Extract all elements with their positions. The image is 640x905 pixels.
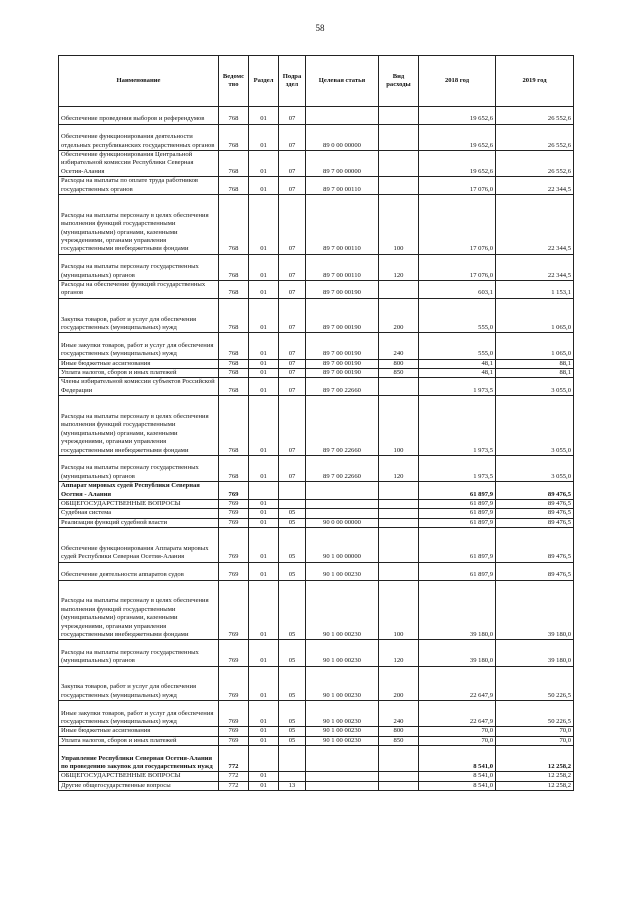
cell-target-article: 89 7 00 22660	[306, 456, 379, 482]
cell-2019: 89 476,5	[496, 500, 574, 509]
cell-name: Обеспечение функционирования Аппарата мировых судей Республики Северная Осетия-Алания	[59, 528, 219, 563]
cell-name: Другие общегосударственные вопросы	[59, 781, 219, 790]
cell-2019: 89 476,5	[496, 562, 574, 580]
cell-expense-type: 800	[379, 727, 419, 736]
cell-expense-type	[379, 746, 419, 772]
cell-razdel: 01	[249, 456, 279, 482]
cell-2018: 61 897,9	[419, 528, 496, 563]
cell-2018: 48,1	[419, 359, 496, 368]
cell-target-article: 89 7 00 00190	[306, 369, 379, 378]
cell-ved: 768	[219, 195, 249, 255]
cell-razdel: 01	[249, 378, 279, 396]
table-row	[59, 562, 574, 580]
cell-expense-type	[379, 781, 419, 790]
cell-ved: 769	[219, 640, 249, 666]
cell-name: Иные бюджетные ассигнования	[59, 727, 219, 736]
cell-name: Закупка товаров, работ и услуг для обеспечения государственных (муниципальных) нужд	[59, 298, 219, 333]
cell-name: Иные бюджетные ассигнования	[59, 359, 219, 368]
cell-expense-type	[379, 518, 419, 527]
cell-ved: 768	[219, 298, 249, 333]
header-2018: 2018 год	[419, 56, 496, 107]
table-row	[59, 528, 574, 563]
cell-target-article: 89 7 00 00000	[306, 150, 379, 176]
table-row	[59, 281, 574, 299]
cell-ved: 772	[219, 772, 249, 781]
cell-2019: 89 476,5	[496, 528, 574, 563]
cell-ved: 768	[219, 396, 249, 456]
cell-expense-type	[379, 500, 419, 509]
cell-razdel: 01	[249, 150, 279, 176]
cell-podrazdel: 07	[279, 150, 306, 176]
cell-expense-type: 100	[379, 396, 419, 456]
cell-ved: 768	[219, 107, 249, 125]
cell-podrazdel: 07	[279, 195, 306, 255]
cell-podrazdel	[279, 500, 306, 509]
cell-2018: 70,0	[419, 736, 496, 745]
cell-expense-type: 200	[379, 298, 419, 333]
cell-ved: 769	[219, 509, 249, 518]
cell-name: Расходы на обеспечение функций государственных органов	[59, 281, 219, 299]
header-2019: 2019 год	[496, 56, 574, 107]
cell-expense-type: 850	[379, 736, 419, 745]
table-row	[59, 580, 574, 640]
cell-target-article	[306, 107, 379, 125]
cell-name: Иные закупки товаров, работ и услуг для обеспечения государственных (муниципальных) нужд	[59, 333, 219, 359]
cell-2018: 39 180,0	[419, 580, 496, 640]
table-row	[59, 781, 574, 790]
cell-2018: 61 897,9	[419, 500, 496, 509]
cell-ved: 768	[219, 124, 249, 150]
cell-podrazdel: 05	[279, 666, 306, 701]
table-row	[59, 254, 574, 280]
table-row	[59, 333, 574, 359]
table-row	[59, 500, 574, 509]
cell-razdel	[249, 746, 279, 772]
cell-podrazdel: 07	[279, 254, 306, 280]
cell-2018: 8 541,0	[419, 746, 496, 772]
cell-2019: 70,0	[496, 727, 574, 736]
cell-podrazdel: 07	[279, 124, 306, 150]
cell-2018: 8 541,0	[419, 781, 496, 790]
cell-expense-type: 100	[379, 580, 419, 640]
cell-expense-type: 850	[379, 369, 419, 378]
cell-target-article	[306, 772, 379, 781]
cell-expense-type: 800	[379, 359, 419, 368]
cell-2019: 22 344,5	[496, 254, 574, 280]
cell-2018: 61 897,9	[419, 562, 496, 580]
table-row	[59, 518, 574, 527]
cell-2019: 26 552,6	[496, 150, 574, 176]
table-row	[59, 746, 574, 772]
cell-2018: 22 647,9	[419, 701, 496, 727]
cell-name: Расходы на выплаты по оплате труда работников государственных органов	[59, 177, 219, 195]
cell-2019: 26 552,6	[496, 124, 574, 150]
cell-target-article: 89 7 00 22660	[306, 378, 379, 396]
cell-name: Реализация функций судебной власти	[59, 518, 219, 527]
cell-2018: 1 973,5	[419, 396, 496, 456]
cell-razdel: 01	[249, 333, 279, 359]
table-row	[59, 666, 574, 701]
cell-target-article: 89 7 00 22660	[306, 396, 379, 456]
cell-expense-type: 120	[379, 254, 419, 280]
cell-razdel: 01	[249, 518, 279, 527]
cell-expense-type	[379, 509, 419, 518]
cell-expense-type	[379, 528, 419, 563]
cell-target-article: 90 1 00 00230	[306, 701, 379, 727]
cell-name: Члены избирательной комиссии субъектов Российской Федерации	[59, 378, 219, 396]
cell-target-article: 90 1 00 00230	[306, 736, 379, 745]
cell-expense-type	[379, 378, 419, 396]
cell-podrazdel: 05	[279, 736, 306, 745]
cell-2018: 19 652,6	[419, 124, 496, 150]
table-header-row	[59, 56, 574, 107]
cell-name: Управление Республики Северная Осетия-Алания по проведению закупок для государственных нужд	[59, 746, 219, 772]
cell-name: Расходы на выплаты персоналу государственных (муниципальных) органов	[59, 640, 219, 666]
table-row	[59, 727, 574, 736]
budget-table	[58, 55, 574, 791]
table-row	[59, 359, 574, 368]
cell-razdel: 01	[249, 666, 279, 701]
cell-razdel: 01	[249, 177, 279, 195]
cell-razdel: 01	[249, 509, 279, 518]
cell-target-article: 89 7 00 00190	[306, 298, 379, 333]
cell-2018: 17 076,0	[419, 254, 496, 280]
cell-expense-type	[379, 107, 419, 125]
cell-2019: 89 476,5	[496, 518, 574, 527]
cell-podrazdel	[279, 772, 306, 781]
cell-podrazdel: 07	[279, 456, 306, 482]
cell-podrazdel: 07	[279, 281, 306, 299]
cell-expense-type	[379, 281, 419, 299]
cell-target-article: 89 7 00 00190	[306, 333, 379, 359]
cell-razdel: 01	[249, 107, 279, 125]
cell-2018: 39 180,0	[419, 640, 496, 666]
cell-2019: 12 258,2	[496, 772, 574, 781]
cell-2019: 39 180,0	[496, 640, 574, 666]
cell-ved: 768	[219, 456, 249, 482]
cell-ved: 768	[219, 177, 249, 195]
header-podrazdel: Подра здел	[279, 56, 306, 107]
cell-2018: 603,1	[419, 281, 496, 299]
cell-podrazdel: 07	[279, 107, 306, 125]
cell-target-article: 90 1 00 00000	[306, 528, 379, 563]
cell-2019: 70,0	[496, 736, 574, 745]
cell-razdel: 01	[249, 562, 279, 580]
table-row	[59, 369, 574, 378]
cell-2019: 3 055,0	[496, 396, 574, 456]
cell-2018: 61 897,9	[419, 482, 496, 500]
cell-ved: 769	[219, 518, 249, 527]
header-ved: Ведомс тво	[219, 56, 249, 107]
table-row	[59, 736, 574, 745]
cell-target-article: 89 7 00 00190	[306, 359, 379, 368]
cell-ved: 772	[219, 746, 249, 772]
cell-2019: 3 055,0	[496, 378, 574, 396]
cell-ved: 768	[219, 378, 249, 396]
table-row	[59, 640, 574, 666]
cell-podrazdel	[279, 482, 306, 500]
table-body	[59, 107, 574, 791]
cell-2019: 3 055,0	[496, 456, 574, 482]
cell-podrazdel: 05	[279, 701, 306, 727]
cell-razdel: 01	[249, 727, 279, 736]
cell-expense-type	[379, 150, 419, 176]
cell-name: Расходы на выплаты персоналу государственных (муниципальных) органов	[59, 254, 219, 280]
cell-2019: 89 476,5	[496, 509, 574, 518]
cell-ved: 769	[219, 666, 249, 701]
cell-podrazdel: 05	[279, 640, 306, 666]
cell-expense-type	[379, 562, 419, 580]
cell-2018: 17 076,0	[419, 177, 496, 195]
cell-target-article: 89 7 00 00190	[306, 281, 379, 299]
table-row	[59, 456, 574, 482]
cell-2019: 22 344,5	[496, 195, 574, 255]
cell-podrazdel	[279, 746, 306, 772]
cell-podrazdel: 05	[279, 509, 306, 518]
cell-2018: 555,0	[419, 298, 496, 333]
cell-podrazdel: 07	[279, 378, 306, 396]
cell-razdel: 01	[249, 500, 279, 509]
cell-target-article	[306, 482, 379, 500]
cell-2019: 22 344,5	[496, 177, 574, 195]
cell-name: Уплата налогов, сборов и иных платежей	[59, 736, 219, 745]
cell-target-article: 89 7 00 00110	[306, 195, 379, 255]
cell-name: Обеспечение проведения выборов и референдумов	[59, 107, 219, 125]
cell-podrazdel: 07	[279, 369, 306, 378]
cell-name: Обеспечение деятельности аппаратов судов	[59, 562, 219, 580]
table-row	[59, 298, 574, 333]
table-row	[59, 396, 574, 456]
table-row	[59, 150, 574, 176]
table-row	[59, 701, 574, 727]
cell-ved: 768	[219, 359, 249, 368]
cell-target-article: 90 1 00 00230	[306, 580, 379, 640]
cell-target-article: 90 1 00 00230	[306, 640, 379, 666]
cell-expense-type: 100	[379, 195, 419, 255]
cell-2018: 19 652,6	[419, 107, 496, 125]
cell-expense-type: 120	[379, 640, 419, 666]
cell-razdel: 01	[249, 640, 279, 666]
cell-2019: 50 226,5	[496, 701, 574, 727]
cell-expense-type: 240	[379, 701, 419, 727]
cell-target-article	[306, 746, 379, 772]
cell-ved: 769	[219, 580, 249, 640]
cell-2019: 39 180,0	[496, 580, 574, 640]
cell-target-article	[306, 781, 379, 790]
cell-name: Расходы на выплаты персоналу в целях обеспечения выполнения функций государственными (муниципальными) органами, казенными учреждениями, органами управления государственными внебюджетными фондами	[59, 396, 219, 456]
table-row	[59, 124, 574, 150]
cell-razdel: 01	[249, 528, 279, 563]
cell-ved: 769	[219, 736, 249, 745]
cell-2018: 555,0	[419, 333, 496, 359]
cell-target-article: 89 0 00 00000	[306, 124, 379, 150]
cell-razdel: 01	[249, 781, 279, 790]
table-row	[59, 107, 574, 125]
cell-expense-type: 120	[379, 456, 419, 482]
cell-target-article: 90 0 00 00000	[306, 518, 379, 527]
table-row	[59, 509, 574, 518]
cell-name: Обеспечение функционирования Центральной избирательной комиссии Республики Северная Осетия-Алания	[59, 150, 219, 176]
cell-expense-type: 200	[379, 666, 419, 701]
cell-podrazdel: 05	[279, 727, 306, 736]
cell-razdel: 01	[249, 369, 279, 378]
cell-razdel: 01	[249, 254, 279, 280]
cell-razdel: 01	[249, 195, 279, 255]
cell-target-article: 90 1 00 00230	[306, 727, 379, 736]
cell-razdel: 01	[249, 298, 279, 333]
table-row	[59, 772, 574, 781]
cell-razdel: 01	[249, 736, 279, 745]
cell-razdel	[249, 482, 279, 500]
cell-razdel: 01	[249, 396, 279, 456]
cell-2018: 1 973,5	[419, 378, 496, 396]
table-row	[59, 177, 574, 195]
cell-ved: 768	[219, 150, 249, 176]
cell-name: Расходы на выплаты персоналу в целях обеспечения выполнения функций государственными (муниципальными) органами, казенными учреждениями, органами управления государственными внебюджетными фондами	[59, 580, 219, 640]
cell-target-article: 90 1 00 00230	[306, 666, 379, 701]
cell-podrazdel: 07	[279, 177, 306, 195]
cell-name: Расходы на выплаты персоналу государственных (муниципальных) органов	[59, 456, 219, 482]
cell-2018: 61 897,9	[419, 518, 496, 527]
cell-2018: 1 973,5	[419, 456, 496, 482]
cell-razdel: 01	[249, 124, 279, 150]
cell-razdel: 01	[249, 772, 279, 781]
cell-ved: 768	[219, 281, 249, 299]
cell-2018: 19 652,6	[419, 150, 496, 176]
cell-target-article: 89 7 00 00110	[306, 177, 379, 195]
cell-2019: 88,1	[496, 369, 574, 378]
cell-ved: 768	[219, 369, 249, 378]
cell-expense-type	[379, 177, 419, 195]
cell-razdel: 01	[249, 701, 279, 727]
cell-expense-type	[379, 482, 419, 500]
cell-2019: 12 258,2	[496, 781, 574, 790]
cell-name: Иные закупки товаров, работ и услуг для обеспечения государственных (муниципальных) нужд	[59, 701, 219, 727]
cell-ved: 769	[219, 562, 249, 580]
cell-ved: 769	[219, 482, 249, 500]
cell-podrazdel: 07	[279, 298, 306, 333]
cell-name: Судебная система	[59, 509, 219, 518]
cell-podrazdel: 07	[279, 333, 306, 359]
cell-podrazdel: 13	[279, 781, 306, 790]
cell-2019: 26 552,6	[496, 107, 574, 125]
cell-2019: 89 476,5	[496, 482, 574, 500]
cell-target-article	[306, 500, 379, 509]
cell-2018: 22 647,9	[419, 666, 496, 701]
table-row	[59, 378, 574, 396]
page-number: 58	[315, 23, 325, 33]
cell-podrazdel: 05	[279, 518, 306, 527]
cell-podrazdel: 05	[279, 580, 306, 640]
cell-name: Обеспечение функционирования деятельности отдельных республиканских государственных органов	[59, 124, 219, 150]
cell-podrazdel: 07	[279, 359, 306, 368]
cell-2018: 70,0	[419, 727, 496, 736]
cell-name: ОБЩЕГОСУДАРСТВЕННЫЕ ВОПРОСЫ	[59, 772, 219, 781]
cell-ved: 769	[219, 701, 249, 727]
table-row	[59, 482, 574, 500]
cell-ved: 772	[219, 781, 249, 790]
cell-razdel: 01	[249, 580, 279, 640]
cell-expense-type: 240	[379, 333, 419, 359]
cell-expense-type	[379, 772, 419, 781]
cell-ved: 768	[219, 333, 249, 359]
cell-ved: 769	[219, 528, 249, 563]
header-target-article: Целевая статья	[306, 56, 379, 107]
cell-2019: 12 258,2	[496, 746, 574, 772]
cell-expense-type	[379, 124, 419, 150]
cell-2019: 1 153,1	[496, 281, 574, 299]
cell-name: Расходы на выплаты персоналу в целях обеспечения выполнения функций государственными (муниципальными) органами, казенными учреждениями, органами управления государственными внебюджетными фондами	[59, 195, 219, 255]
cell-target-article: 89 7 00 00110	[306, 254, 379, 280]
cell-name: Закупка товаров, работ и услуг для обеспечения государственных (муниципальных) нужд	[59, 666, 219, 701]
cell-razdel: 01	[249, 359, 279, 368]
header-name: Наименование	[59, 56, 219, 107]
cell-target-article: 90 1 00 00230	[306, 562, 379, 580]
cell-2018: 48,1	[419, 369, 496, 378]
cell-2019: 1 065,0	[496, 298, 574, 333]
cell-name: ОБЩЕГОСУДАРСТВЕННЫЕ ВОПРОСЫ	[59, 500, 219, 509]
cell-name: Уплата налогов, сборов и иных платежей	[59, 369, 219, 378]
cell-2018: 17 076,0	[419, 195, 496, 255]
cell-podrazdel: 05	[279, 562, 306, 580]
cell-2018: 61 897,9	[419, 509, 496, 518]
cell-podrazdel: 07	[279, 396, 306, 456]
table-row	[59, 195, 574, 255]
header-razdel: Раздел	[249, 56, 279, 107]
cell-2018: 8 541,0	[419, 772, 496, 781]
cell-2019: 50 226,5	[496, 666, 574, 701]
cell-name: Аппарат мировых судей Республики Северная Осетия - Алания	[59, 482, 219, 500]
cell-2019: 88,1	[496, 359, 574, 368]
cell-ved: 768	[219, 254, 249, 280]
header-expense-type: Вид расходы	[379, 56, 419, 107]
cell-ved: 769	[219, 727, 249, 736]
cell-razdel: 01	[249, 281, 279, 299]
cell-target-article	[306, 509, 379, 518]
cell-podrazdel: 05	[279, 528, 306, 563]
cell-ved: 769	[219, 500, 249, 509]
cell-2019: 1 065,0	[496, 333, 574, 359]
